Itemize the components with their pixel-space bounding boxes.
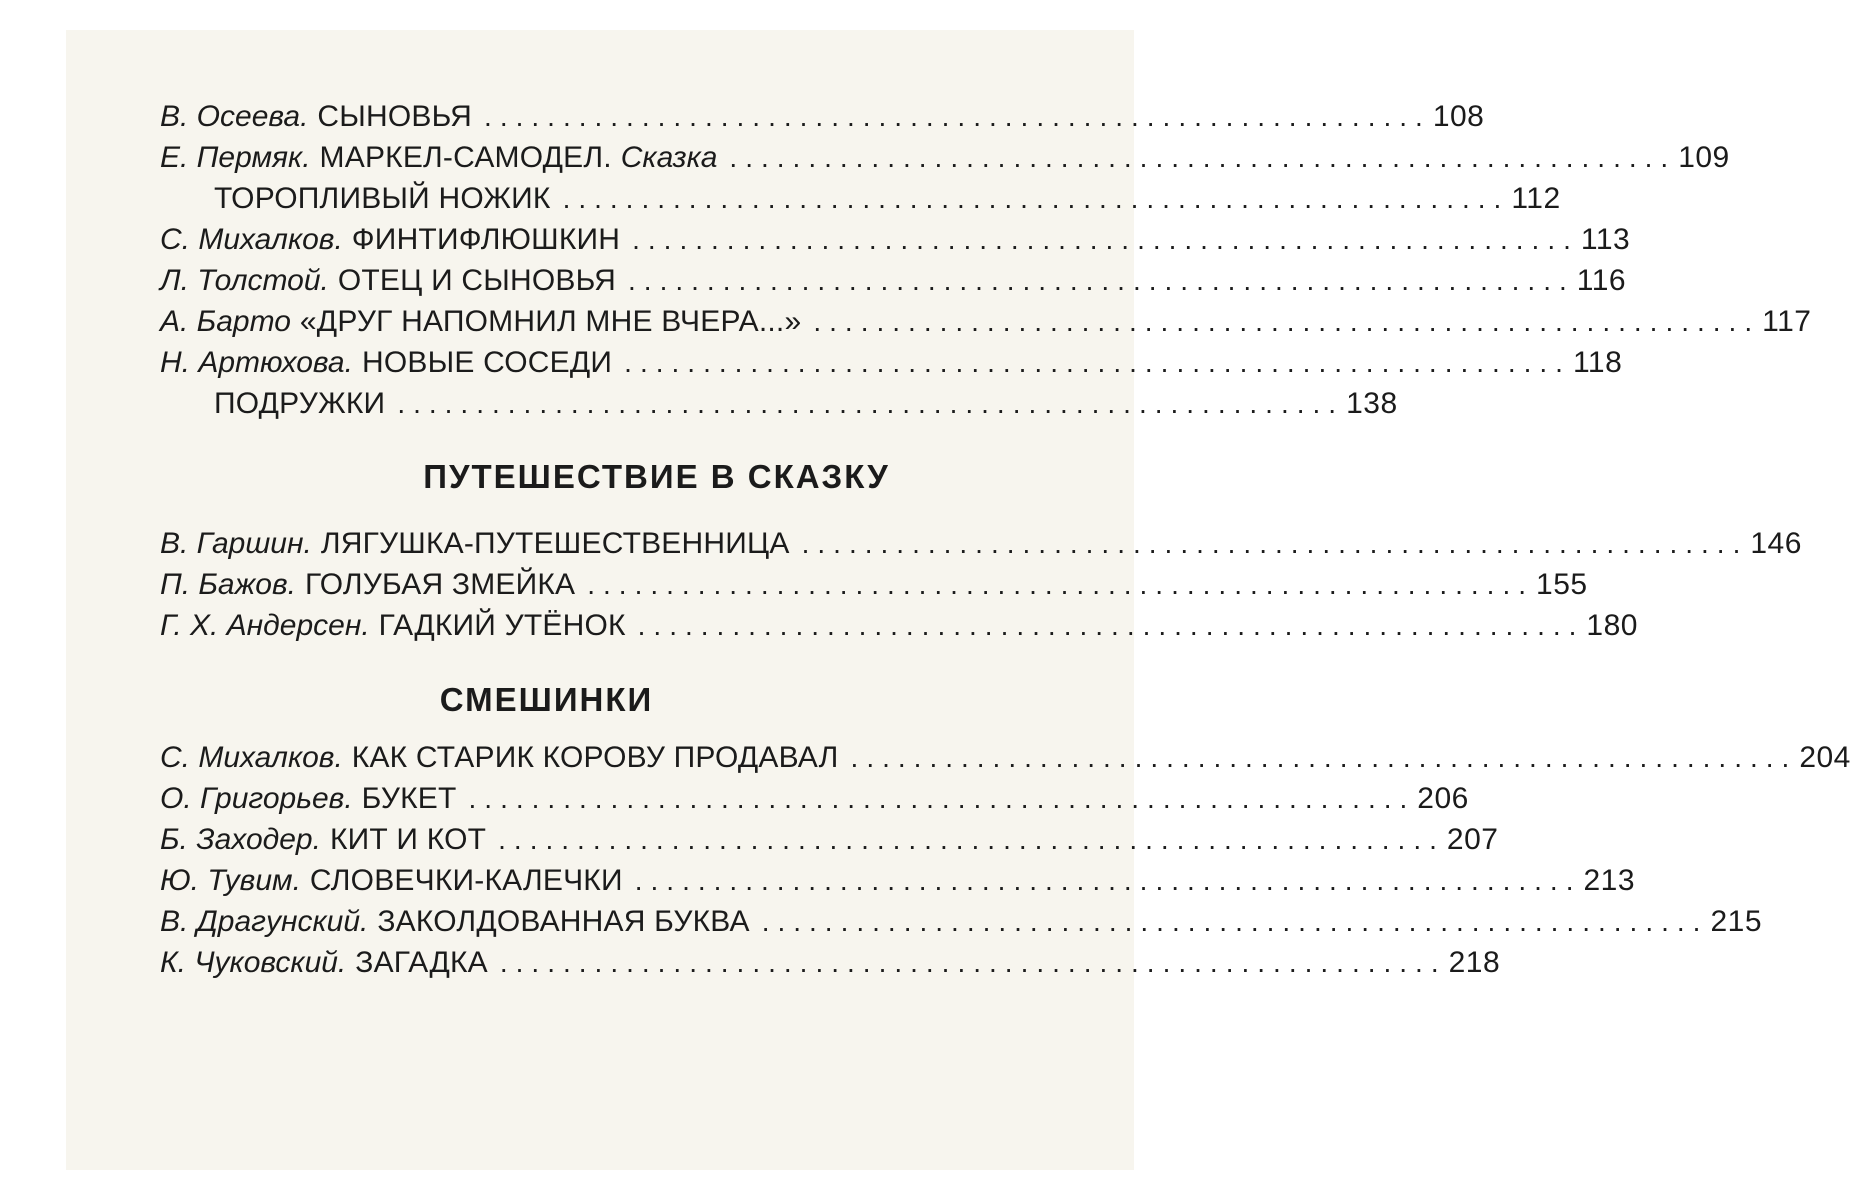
entry-title: ПОДРУЖКИ [214,387,386,420]
entry-title: НОВЫЕ СОСЕДИ [361,346,613,379]
entry-author: Б. Заходер. [160,823,321,856]
toc-entry[interactable] [160,178,1561,219]
toc-entry[interactable] [160,564,1588,605]
entry-page-number: 206 [1417,782,1469,815]
toc-entry[interactable] [160,819,1499,860]
entry-page-number: 118 [1572,346,1623,379]
entry-page-number: 112 [1511,182,1561,215]
entry-title: МАРКЕЛ-САМОДЕЛ. [319,141,612,174]
entry-page-number: 215 [1710,905,1763,938]
section-heading: СМЕШИНКИ [439,681,654,718]
entry-author: Л. Толстой. [160,264,329,297]
entry-title: ТОРОПЛИВЫЙ НОЖИК [214,182,551,215]
dot-leader: ............................................................ [634,865,1582,896]
entry-title: «ДРУГ НАПОМНИЛ МНЕ ВЧЕРА...» [299,305,802,338]
entry-page-number: 113 [1580,223,1631,256]
dot-leader: ............................................................ [850,742,1798,773]
entry-genre: Сказка [620,141,718,174]
toc-entry[interactable] [160,737,1851,778]
toc-entry[interactable] [160,523,1802,564]
toc-entry[interactable] [160,260,1627,301]
toc-entry[interactable] [160,383,1398,424]
toc-entry[interactable] [160,137,1730,178]
dot-leader: ............................................................ [562,183,1510,214]
entry-page-number: 180 [1586,609,1638,642]
dot-leader: ............................................................ [628,265,1575,296]
entry-title: ГОЛУБАЯ ЗМЕЙКА [304,568,576,601]
dot-leader: ............................................................ [632,224,1579,255]
entry-title: ЗАГАДКА [355,946,488,979]
dot-leader: ............................................................ [761,906,1709,937]
entry-title: ГАДКИЙ УТЁНОК [378,609,626,642]
entry-page-number: 116 [1576,264,1627,297]
entry-page-number: 218 [1448,946,1501,979]
entry-page-number: 138 [1346,387,1398,420]
dot-leader: ............................................................ [499,947,1447,978]
section-heading: ПУТЕШЕСТВИЕ В СКАЗКУ [423,458,890,495]
entry-title: БУКЕТ [361,782,457,815]
toc-entry[interactable] [160,342,1623,383]
dot-leader: ............................................................ [624,347,1571,378]
entry-author: Г. Х. Андерсен. [160,609,370,642]
toc-entry[interactable] [160,778,1469,819]
entry-author: В. Драгунский. [160,905,369,938]
entry-author: С. Михалков. [160,223,343,256]
toc-entry[interactable] [160,605,1638,646]
dot-leader: ............................................................ [637,610,1585,641]
entry-title: ЛЯГУШКА-ПУТЕШЕСТВЕННИЦА [320,527,790,560]
toc-entry[interactable] [160,301,1812,342]
entry-author: В. Гаршин. [160,527,312,560]
dot-leader: ............................................................ [498,824,1445,855]
entry-title: КИТ И КОТ [329,823,487,856]
entry-author: А. Барто [160,305,291,338]
entry-page-number: 155 [1536,568,1588,601]
table-of-contents [160,96,1851,983]
dot-leader: ............................................................ [397,388,1345,419]
dot-leader: ............................................................ [484,101,1431,132]
entry-title: ОТЕЦ И СЫНОВЬЯ [337,264,617,297]
toc-entry[interactable] [160,901,1763,942]
dot-leader: ............................................................ [729,142,1677,173]
entry-title: ФИНТИФЛЮШКИН [351,223,621,256]
entry-author: П. Бажов. [160,568,296,601]
dot-leader: ............................................................ [801,528,1749,559]
dot-leader: ............................................................ [587,569,1535,600]
entry-author: О. Григорьев. [160,782,353,815]
entry-author: Е. Пермяк. [160,141,311,174]
toc-entry[interactable] [160,219,1631,260]
entry-author: В. Осеева. [160,100,309,133]
entry-author: Ю. Тувим. [160,864,301,897]
entry-title: КАК СТАРИК КОРОВУ ПРОДАВАЛ [351,741,839,774]
dot-leader: ............................................................ [813,306,1761,337]
entry-page-number: 213 [1583,864,1636,897]
entry-page-number: 207 [1446,823,1499,856]
toc-entry[interactable] [160,942,1501,983]
entry-title: СЫНОВЬЯ [317,100,473,133]
entry-page-number: 204 [1799,741,1851,774]
toc-entry[interactable] [160,860,1636,901]
entry-author: Н. Артюхова. [160,346,353,379]
entry-page-number: 117 [1762,305,1812,338]
dot-leader: ............................................................ [468,783,1416,814]
toc-entry[interactable] [160,96,1485,137]
entry-title: ЗАКОЛДОВАННАЯ БУКВА [377,905,750,938]
entry-page-number: 109 [1678,141,1730,174]
entry-page-number: 108 [1432,100,1485,133]
entry-author: С. Михалков. [160,741,343,774]
entry-author: К. Чуковский. [160,946,347,979]
entry-page-number: 146 [1750,527,1802,560]
entry-title: СЛОВЕЧКИ-КАЛЕЧКИ [309,864,623,897]
